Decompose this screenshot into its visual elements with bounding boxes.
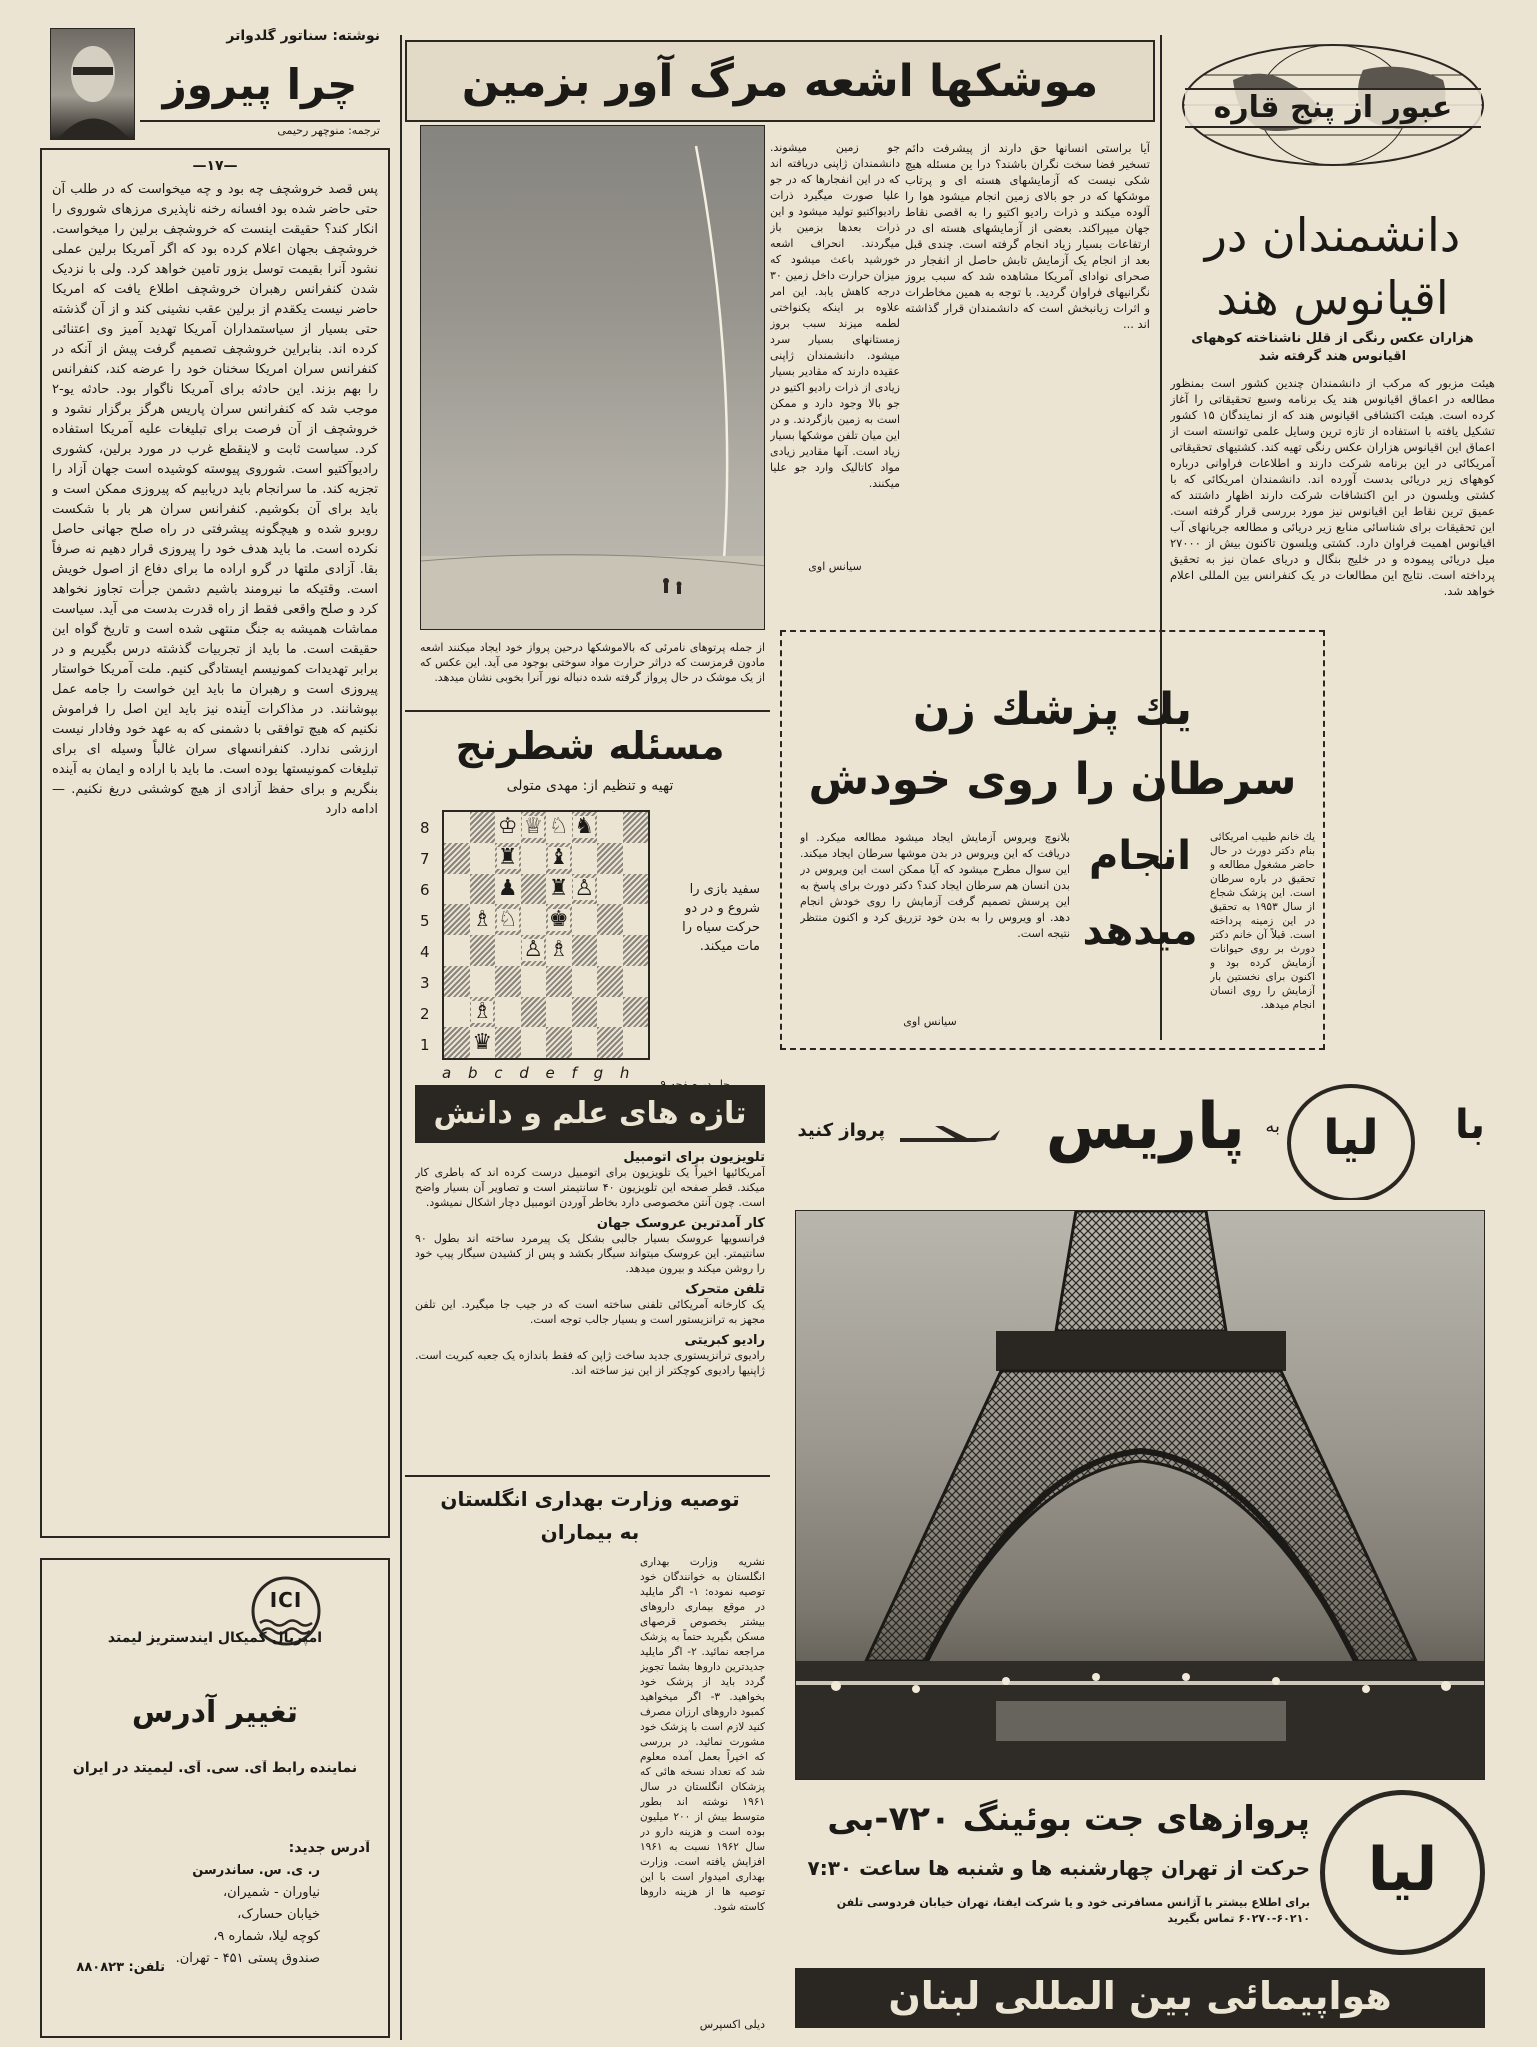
- chess-square: [597, 904, 623, 935]
- chess-square: [444, 904, 470, 935]
- lia-headline-to: به: [1265, 1116, 1280, 1137]
- chess-piece: ♛: [472, 1029, 493, 1055]
- eiffel-photo: [795, 1210, 1485, 1780]
- chess-square: [546, 935, 572, 966]
- chess-square: [572, 997, 598, 1028]
- science-item-title: رادیو کبریتی: [684, 1333, 765, 1348]
- chess-square: [572, 935, 598, 966]
- science-item: [415, 1333, 765, 1378]
- science-item: [415, 1282, 765, 1327]
- chess-square: [470, 874, 496, 905]
- rockets-body-2: جو زمین میشوند. دانشمندان ژاپنی دریافته اند که در این انفجارها که در جو علیا صورت میگیرد ذرات رادیواکتیو تولید میشود و این ذرات بعدها بزمین باز میگردند. انحراف اشعه خورشید باعث میشود که میزان حرارت داخل زمین ۳۰ درجه کاهش یابد. این امر علاوه بر اینکه یکنواختی لطمه میزند سبب بروز زمستانهای بسیار سرد میشود. دانشمندان ژاپنی عقیده دارند که مقادیر بسیار زیادی از ذرات رادیو اکتیو در جو بالا وجود دارد و ممکن است به زمین بازگردند. و در این میان تلفن موشکها بسیار زیاد است. آنها مقادیر زیادی مواد کاتالیک وارد جو علیا میکنند.: [770, 141, 900, 490]
- health-title-2: به بیماران: [540, 1520, 640, 1544]
- chess-piece: ♜: [497, 845, 518, 871]
- chess-piece: ♗: [548, 937, 569, 963]
- science-item-title: کار آمدترین عروسک جهان: [596, 1216, 765, 1231]
- column-title: چرا پیروز: [140, 52, 380, 122]
- lia-headline: [780, 1080, 1495, 1200]
- chess-square: [444, 812, 470, 843]
- column-part: —۱۷—: [192, 158, 238, 174]
- chess-square: [623, 812, 649, 843]
- lia-footer: هواپیمائی بین المللی لبنان: [795, 1968, 1485, 2028]
- science-item-body: رادیوی ترانزیستوری جدید ساخت ژاپن که فقط باندازه یک جعبه کبریت است. ژاپنیها رادیوی کوچکتر از این نیز ساخته اند.: [415, 1349, 765, 1377]
- science-item-title: تلویزیون برای اتومبیل: [623, 1150, 765, 1165]
- chess-square: [572, 843, 598, 874]
- chess-square: [470, 935, 496, 966]
- ici-address-block: [150, 1860, 320, 2020]
- chess-square: [623, 1027, 649, 1058]
- rank-label: 1: [420, 1035, 430, 1054]
- chess-board: [442, 810, 650, 1060]
- jet-icon: [895, 1120, 1005, 1150]
- chess-square: [444, 966, 470, 997]
- chess-square: [623, 966, 649, 997]
- ici-agent: ر. ی. س. ساندرسن: [192, 1863, 320, 1878]
- doctor-title-3: انجام: [1089, 833, 1191, 879]
- center-rule: [405, 1475, 770, 1477]
- lia-headline-with: با: [1454, 1102, 1485, 1148]
- chess-square: [470, 997, 496, 1028]
- chess-square: [470, 904, 496, 935]
- chess-piece: ♙: [574, 875, 595, 901]
- chess-square: [623, 904, 649, 935]
- ocean-title-2: اقیانوس هند: [1216, 271, 1449, 325]
- column-translator: ترجمه: منوچهر رحیمی: [277, 124, 380, 137]
- chess-instruction: سفید بازی را شروع و در دو حرکت سیاه را مات میکند.: [682, 882, 760, 954]
- chess-square: [521, 966, 547, 997]
- chess-square: [495, 904, 521, 935]
- lia-boeing: پروازهای جت بوئینگ ۷۲۰-بی: [827, 1799, 1310, 1839]
- science-item-title: تلفن متحرک: [685, 1282, 765, 1297]
- rockets-title: موشکها اشعه مرگ آور بزمین: [405, 40, 1155, 122]
- chess-square: [546, 843, 572, 874]
- rank-label: 6: [420, 880, 430, 899]
- chess-square: [546, 874, 572, 905]
- rank-label: 7: [420, 849, 430, 868]
- rockets-body-1: آیا براستی انسانها حق دارند از پیشرفت دائم تسخیر فضا سخت نگران باشند؟ درا ین مسئله هیچ شکی نیست که آزمایشهای هسته ای و پرتاب موشکها که در جو بالای زمین انجام میشود هوا را آلوده میکند و ذرات رادیو اکتیو را به اقصی نقاط جهان میپراکند. بعضی از آزمایشهای هسته ای در ارتفاعات بسیار زیاد انجام گرفته است. چندی قبل بعد از انجام یک آزمایش تابش حاصل از انفجار در صحرای نوادای آمریکا مشاهده شد که سبب بروز نگرانیهای فراوان گردید. با توجه به همین مخاطرات و اثرات زیانبخش است که دانشمندان قرار گذاشته اند ...: [905, 141, 1150, 331]
- chess-square: [572, 874, 598, 905]
- chess-square: [444, 1027, 470, 1058]
- science-item-body: فرانسویها عروسک بسیار جالبی بشکل یک پیرمرد ساخته اند بطول ۹۰ سانتیمتر. این عروسک میتواند سیگار بکشد و پس از کشیدن سیگار پیپ خود را روشن میکند و بیرون میدهد.: [415, 1232, 765, 1275]
- chess-square: [546, 966, 572, 997]
- chess-square: [444, 997, 470, 1028]
- ici-company: امپریال کمیکال ایندستریز لیمتد: [107, 1630, 323, 1646]
- science-banner: تازه های علم و دانش: [415, 1085, 765, 1143]
- ici-logo-text: ICI: [269, 1588, 303, 1612]
- chess-square: [521, 1027, 547, 1058]
- chess-square: [495, 812, 521, 843]
- chess-piece: ♟: [497, 875, 518, 901]
- chess-square: [495, 843, 521, 874]
- health-title-1: توصیه وزارت بهداری انگلستان: [440, 1487, 740, 1511]
- chess-square: [623, 997, 649, 1028]
- lia-bottom-brand-text: لیا: [1367, 1835, 1438, 1905]
- ici-subtitle: نماینده رابط آی. سی. آی. لیمیتد در ایران: [72, 1760, 358, 1776]
- doctor-title-4-visible: میدهد: [1082, 908, 1198, 954]
- rank-label: 5: [420, 911, 430, 930]
- chess-square: [470, 1027, 496, 1058]
- chess-square: [444, 843, 470, 874]
- chess-square: [572, 812, 598, 843]
- chess-square: [521, 997, 547, 1028]
- chess-rank-labels: [420, 812, 440, 1060]
- doctor-title-1: یك پزشك زن: [912, 684, 1193, 735]
- chess-square: [521, 874, 547, 905]
- chess-title: مسئله شطرنج: [455, 724, 725, 768]
- chess-square: [572, 904, 598, 935]
- doctor-body-2: یك خانم طبیب امریکائی بنام دکتر دورث در حال حاضر مشغول مطالعه و تحقیق در باره سرطان است. این پزشک شجاع از سال ۱۹۵۳ به تحقیق در این زمینه پرداخته است. قبلاً آن خانم دکتر دورث بر روی حیوانات آزمایش کرده بود و اکنون برای نخستین بار آزمایش را روی انسان انجام میدهد.: [1210, 831, 1315, 1011]
- rockets-caption: از جمله پرتوهای نامرئی که بالاموشکها درحین پرواز خود ایجاد میکنند اشعه مادون قرمزست که دراثر حرارت مواد سوختی بوجود می آید. این عکس که از یک موشک در حال پرواز گرفته شده دنباله نور آنرا بخوبی نشان میدهد.: [420, 641, 765, 684]
- column-rule: [400, 35, 402, 2040]
- science-item-body: آمریکائیها اخیراً یک تلویزیون برای اتومبیل درست کرده اند که باطری کار میکند. قطر صفحه این تلویزیون ۴۰ سانتیمتر است و تصاویر آن بسیار واضح است. چون آنتن مخصوصی دارد بخاطر آوردن اتومبیل دچار اشکال نمیشود.: [415, 1166, 765, 1209]
- chess-piece: ♔: [497, 814, 518, 840]
- chess-square: [546, 904, 572, 935]
- science-item-body: یک کارخانه آمریکائی تلفنی ساخته است که در جیب جا میگیرد. این تلفن مجهز به ترانزیستور است و بسیار جالب توجه است.: [415, 1298, 765, 1326]
- rank-label: 4: [420, 942, 430, 961]
- lia-schedule: حرکت از تهران چهارشنبه ها و شنبه ها ساعت ۷:۳۰: [807, 1856, 1310, 1880]
- chess-square: [444, 874, 470, 905]
- eiffel-tower-icon: [796, 1211, 1485, 1780]
- column-body: پس قصد خروشچف چه بود و چه میخواست که در طلب آن حتی حاضر شده بود افسانه رخنه ناپذیری مرزهای شوروی را انکار کند؟ حقیقت اینست که خروشچف برلین را میخواست. خروشچف بجهان اعلام کرده بود که اگر آمریکا برلین عملی نشود آنرا بقیمت توسل بزور تامین خواهد کرد. ولی با نزدیک شدن کنفرانس رهبران خروشچف اطلاع یافت که امریکا حاضر نیست یکقدم از برلین عقب نشینی کند و از آن گذشته حتی بسیار از سیاستمداران آمریکا تهدید آمیز وی اعتنائی کرده اند. بنابراین خروشچف تصمیم گرفت پیش از آنکه در کنفرانس سران امریکا سخنان خود را عرضه کند، کنفرانس را بهم بزند. این حادثه برای آمریکا ناگوار بود. حادثه یو-۲ موجب شد که کنفرانس سران پاریس هرگز برگزار نشود و خروشچف از آن فرصت برای تبلیغات علیه آمریکا استفاده کرد. سیاست ثابت و لاینقطع غرب در مورد برلین، کشوری رادیوآکتیو است. شوروی پیوسته کوشیده است جهان آزاد را تجزیه کند. ما سرانجام باید دریابیم که پیروزی ممکن است و باید برای آن بکوشیم. کنفرانس سران هر بار با شکست روبرو شده و هیچگونه پیشرفتی در راه صلح جهانی حاصل نکرده است. ما باید هدف خود را پیروزی قرار دهیم نه صرفاً بقا. آزادی ملتها در گرو اراده ما برای دفاع از اصول خویش است. وقتیکه ما نیرومند باشیم دشمن جرأت تجاوز نخواهد کرد و صلح واقعی فقط از راه قدرت بدست می آید. سیاست مماشات همیشه به جنگ منتهی شده است و تاریخ گواه این حقیقت است. ما باید از تجربیات گذشته درس بگیریم و در برابر تهدیدات کمونیسم ایستادگی کنیم. ملت آمریکا خواستار پیروزی است و رهبران ما باید این خواست را جامه عمل بپوشانند. در مذاکرات آینده نیز باید این اصل را فراموش نکنیم که هیچ توافقی با دشمنی که به عهد خود وفادار نیست ارزشی ندارد. کنفرانسهای سران غالباً وسیله ای برای تبلیغات کمونیستها بوده است. ما باید با اراده و ایمان به آینده بنگریم و برای حفظ آزادی از هیچ کوششی دریغ نکنیم. — ادامه دارد: [52, 182, 378, 817]
- chess-square: [572, 1027, 598, 1058]
- center-rule: [405, 710, 770, 712]
- chess-square: [623, 874, 649, 905]
- author-photo: [50, 28, 135, 140]
- chess-square: [521, 812, 547, 843]
- chess-square: [572, 966, 598, 997]
- chess-square: [597, 812, 623, 843]
- chess-square: [597, 874, 623, 905]
- ici-address-line: خیابان حسارک،: [237, 1907, 320, 1922]
- chess-square: [470, 812, 496, 843]
- chess-piece: ♗: [472, 998, 493, 1024]
- chess-square: [495, 966, 521, 997]
- chess-author: تهیه و تنظیم از: مهدی متولی: [506, 778, 674, 794]
- chess-piece: ♗: [472, 906, 493, 932]
- doctor-title-2: سرطان را روی خودش: [808, 754, 1297, 805]
- ocean-title-1: دانشمندان در: [1204, 208, 1461, 262]
- ici-phone: تلفن: ۸۸۰۸۲۳: [76, 1960, 165, 1975]
- chess-piece: ♞: [574, 814, 595, 840]
- chess-square: [597, 843, 623, 874]
- lia-headline-fly: پرواز کنید: [797, 1120, 885, 1141]
- chess-square: [495, 1027, 521, 1058]
- chess-square: [495, 874, 521, 905]
- science-item: [415, 1150, 765, 1210]
- chess-piece: ♝: [548, 845, 569, 871]
- chess-piece: ♙: [523, 937, 544, 963]
- rocket-trail-photo: [420, 125, 765, 630]
- column-byline: نوشته: سناتور گلدواتر: [226, 28, 380, 44]
- chess-square: [521, 935, 547, 966]
- science-item: [415, 1216, 765, 1276]
- rank-label: 3: [420, 973, 430, 992]
- chess-piece: ♚: [548, 906, 569, 932]
- chess-square: [597, 1027, 623, 1058]
- lia-brand-logo: [1287, 1084, 1415, 1200]
- lia-destination: پاریس: [1045, 1090, 1245, 1164]
- ici-pobox: صندوق پستی ۴۵۱ - تهران.: [175, 1951, 320, 1966]
- chess-piece: ♘: [548, 814, 569, 840]
- rank-label: 2: [420, 1004, 430, 1023]
- chess-square: [521, 904, 547, 935]
- chess-piece: ♕: [523, 814, 544, 840]
- chess-square: [546, 812, 572, 843]
- chess-file-labels: a b c d e f g h: [442, 1064, 636, 1082]
- lia-bottom-logo: [1320, 1790, 1485, 1955]
- ocean-body: هیئت مزبور که مرکب از دانشمندان چندین کشور است بمنظور مطالعه در اعماق اقیانوس هند یک برنامه وسیع تحقیقاتی را آغاز کرده است. هیئت اکتشافی اقیانوس هند که از نمایندگان ۱۵ کشور تشکیل یافته با استفاده از تازه ترین وسایل علمی توانسته است از اعماق این اقیانوس هزاران عکس رنگی تهیه کند. کشتیهای تحقیقاتی آمریکائی در این برنامه شرکت دارند و اطلاعات فراوانی درباره کوههای زیر دریائی بدست آورده اند. دانشمندان امریکائی که با کشتی ویلسون در این اکتشافات شرکت دارند اظهار داشتند که عمیق ترین نقاط این اقیانوس نیز مورد بررسی قرار گرفته است. این تحقیقات برای شناسائی منابع زیر دریائی و مطالعه جریانهای آب اقیانوس اهمیت فراوان دارد. کشتی ویلسون تاکنون بیش از ۲۷۰۰۰ میل دریائی پیموده و در خلیج بنگال و دریای عمان نیز به تحقیق پرداخته است. نتایج این مطالعات در یک کنفرانس بین المللی اعلام خواهد شد.: [1170, 376, 1495, 598]
- chess-square: [546, 997, 572, 1028]
- health-source: دیلی اکسپرس: [699, 2018, 765, 2031]
- lia-contact: برای اطلاع بیشتر با آژانس مسافرتی خود و یا شرکت ایفتا، تهران خیابان فردوسی تلفن ۶۰۲۱۰-۶۰۲۷۰ تماس بگیرید: [836, 1896, 1310, 1925]
- chess-square: [597, 966, 623, 997]
- health-body: نشریه وزارت بهداری انگلستان به خوانندگان خود توصیه نموده: ۱- اگر مایلید در موقع بیماری داروهای بیشتر بخصوص قرصهای مسکن بگیرید حتماً به پزشک مراجعه نمائید. ۲- اگر مایلید جدیدترین داروها بشما تجویز گردد باید از پزشک خود بخواهید. ۳- اگر میخواهید کمبود داروهای ارزان مصرف کنید لازم است با پزشک خود مشورت نمائید. در بررسی که اخیراً بعمل آمده معلوم شد که تعداد نسخه هائی که پزشکان انگلستان در سال ۱۹۶۱ نوشته اند بطور متوسط بیش از ۲۰۰ میلیون بوده است و هزینه دارو در سال ۱۹۶۲ نسبت به ۱۹۶۱ افزایش یافته است. وزارت بهداری امیدوار است با این توصیه ها از هزینه داروها کاسته شود.: [640, 1556, 765, 1913]
- science-items: [415, 1150, 765, 1485]
- chess-square: [546, 1027, 572, 1058]
- rank-label: 8: [420, 818, 430, 837]
- airplane-icon: [895, 1120, 1005, 1150]
- portrait-icon: [51, 29, 135, 140]
- chess-piece: ♜: [548, 875, 569, 901]
- rocket-trail-icon: [421, 126, 765, 630]
- ocean-kicker: عبور از پنج قاره: [1185, 88, 1481, 128]
- lia-brand-text: لیا: [1323, 1110, 1379, 1166]
- ici-title: تغییر آدرس: [131, 1695, 299, 1730]
- rockets-signature: سیانس اوی: [808, 560, 862, 573]
- chess-square: [623, 935, 649, 966]
- chess-square: [470, 966, 496, 997]
- ocean-subtitle: هزاران عکس رنگی از قلل ناشناخته کوههای اقیانوس هند گرفته شد: [1191, 331, 1474, 364]
- chess-square: [623, 843, 649, 874]
- doctor-body-1: بلانوچ ویروس آزمایش ایجاد میشود مطالعه میکرد. او دریافت که این ویروس در بدن موشها سرطان ایجاد میکند. این سوال مطرح میشود که آیا ممکن است این ویروس در بدن انسان هم سرطان ایجاد کند؟ دکتر دورث برای پاسخ به این پرسش تصمیم گرفت آزمایش را روی خودش انجام دهد. او ویروس را به بدن خود تزریق کرد و اکنون منتظر نتیجه است.: [800, 831, 1070, 940]
- chess-square: [470, 843, 496, 874]
- chess-square: [597, 935, 623, 966]
- chess-square: [495, 997, 521, 1028]
- ici-address-line: کوچه لیلا، شماره ۹،: [213, 1929, 320, 1944]
- chess-square: [444, 935, 470, 966]
- chess-square: [521, 843, 547, 874]
- ici-new-address-label: آدرس جدید:: [288, 1840, 370, 1856]
- ici-address-line: نیاوران - شمیران،: [222, 1885, 320, 1900]
- doctor-signature: سیانس اوی: [903, 1015, 957, 1028]
- chess-square: [597, 997, 623, 1028]
- chess-square: [495, 935, 521, 966]
- chess-piece: ♘: [497, 906, 518, 932]
